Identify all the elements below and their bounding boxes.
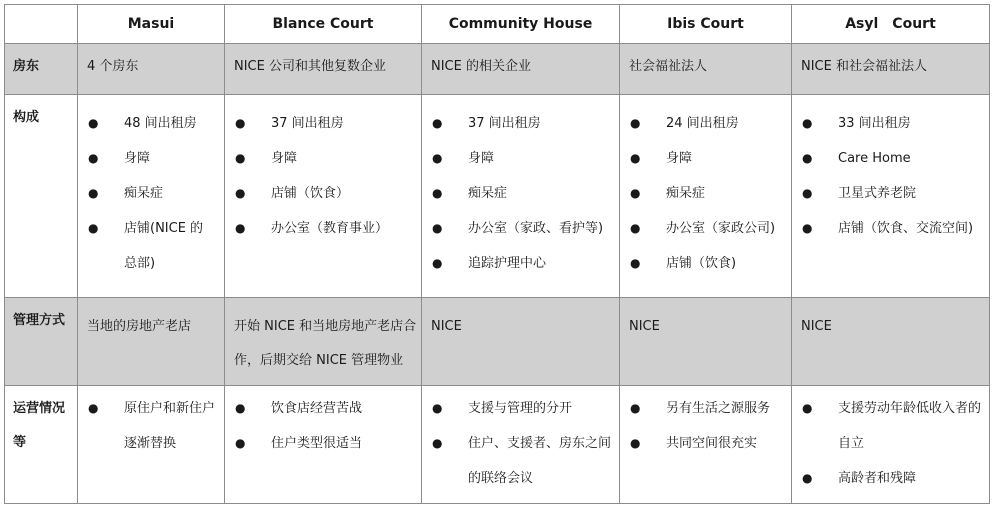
- list-item: ● 住户、支援者、房东之间的联络会议: [422, 426, 619, 496]
- row-label: 运营情况等: [5, 386, 78, 504]
- header-row: [5, 5, 990, 44]
- list-item: ● 支援劳动年龄低收入者的自立: [792, 391, 989, 461]
- list-item: ● 店铺（饮食、交流空间): [792, 211, 989, 246]
- list-item: ● 另有生活之源服务: [620, 391, 791, 426]
- list-item: ● Care Home: [792, 141, 989, 176]
- management-cell: NICE: [792, 298, 990, 386]
- list-item: ● 办公室（家政公司): [620, 211, 791, 246]
- owner-cell: 社会福祉法人: [620, 44, 792, 95]
- owner-cell: NICE 的相关企业: [422, 44, 620, 95]
- list-item: ● 身障: [620, 141, 791, 176]
- list-item: ● 店铺（饮食）: [225, 176, 421, 211]
- list-item: ● 痴呆症: [78, 176, 224, 211]
- column-header: Blance Court: [225, 5, 422, 44]
- composition-cell: [225, 95, 422, 298]
- list-item: ● 卫星式养老院: [792, 176, 989, 211]
- list-item: ● 37 间出租房: [422, 106, 619, 141]
- operation-cell: [620, 386, 792, 504]
- list-item: ● 办公室（家政、看护等): [422, 211, 619, 246]
- composition-cell: [78, 95, 225, 298]
- row-label: 构成: [5, 95, 78, 298]
- list-item: ● 高龄者和残障: [792, 461, 989, 496]
- list-item: ● 身障: [225, 141, 421, 176]
- management-cell: 当地的房地产老店: [78, 298, 225, 386]
- composition-cell: [422, 95, 620, 298]
- row-label: 管理方式: [5, 298, 78, 386]
- owner-cell: 4 个房东: [78, 44, 225, 95]
- list-item: ● 24 间出租房: [620, 106, 791, 141]
- list-item: ● 支援与管理的分开: [422, 391, 619, 426]
- operation-row: [5, 386, 990, 504]
- management-row: [5, 298, 990, 386]
- list-item: ● 共同空间很充实: [620, 426, 791, 461]
- owner-cell: NICE 和社会福祉法人: [792, 44, 990, 95]
- column-header: Masui: [78, 5, 225, 44]
- list-item: ● 痴呆症: [620, 176, 791, 211]
- list-item: ● 店铺（饮食): [620, 246, 791, 281]
- management-cell: 开始 NICE 和当地房地产老店合作，后期交给 NICE 管理物业: [225, 298, 422, 386]
- comparison-table: [4, 4, 990, 504]
- list-item: ● 店铺(NICE 的总部): [78, 211, 224, 281]
- composition-row: [5, 95, 990, 298]
- list-item: ● 身障: [422, 141, 619, 176]
- operation-cell: [225, 386, 422, 504]
- column-header: Community House: [422, 5, 620, 44]
- owner-row: [5, 44, 990, 95]
- management-cell: NICE: [620, 298, 792, 386]
- list-item: ● 48 间出租房: [78, 106, 224, 141]
- owner-cell: NICE 公司和其他复数企业: [225, 44, 422, 95]
- list-item: ● 33 间出租房: [792, 106, 989, 141]
- list-item: ● 原住户和新住户逐渐替换: [78, 391, 224, 461]
- list-item: ● 饮食店经营苦战: [225, 391, 421, 426]
- management-cell: NICE: [422, 298, 620, 386]
- list-item: ● 痴呆症: [422, 176, 619, 211]
- operation-cell: [422, 386, 620, 504]
- column-header: Ibis Court: [620, 5, 792, 44]
- composition-cell: [792, 95, 990, 298]
- row-label: 房东: [5, 44, 78, 95]
- list-item: ● 37 间出租房: [225, 106, 421, 141]
- list-item: ● 住户类型很适当: [225, 426, 421, 461]
- list-item: ● 身障: [78, 141, 224, 176]
- list-item: ● 办公室（教育事业）: [225, 211, 421, 246]
- composition-cell: [620, 95, 792, 298]
- operation-cell: [78, 386, 225, 504]
- corner-cell: [5, 5, 78, 44]
- list-item: ● 追踪护理中心: [422, 246, 619, 281]
- operation-cell: [792, 386, 990, 504]
- column-header: Asyl Court: [792, 5, 990, 44]
